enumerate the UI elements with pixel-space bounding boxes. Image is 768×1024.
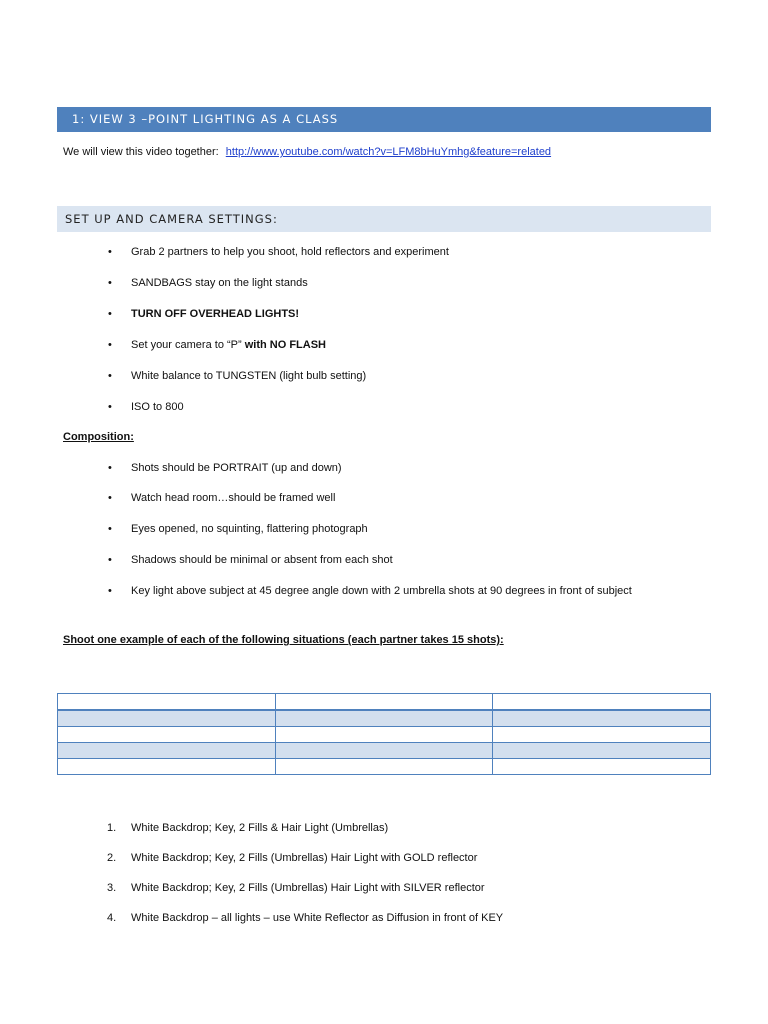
- table-cell: [58, 743, 276, 759]
- table-cell: [275, 743, 493, 759]
- table-cell: [493, 727, 711, 743]
- setup-item-iso: ISO to 800: [131, 401, 184, 413]
- table-row: [58, 710, 711, 727]
- no-flash-text: with NO FLASH: [244, 339, 326, 351]
- video-intro-text: We will view this video together:: [63, 146, 219, 158]
- table-cell: [58, 759, 276, 775]
- situation-number: 4.: [107, 912, 117, 924]
- section-heading-setup: SET UP AND CAMERA SETTINGS:: [57, 206, 711, 232]
- table-cell: [275, 759, 493, 775]
- table-cell: [493, 759, 711, 775]
- setup-item-white-balance: White balance to TUNGSTEN (light bulb setting): [131, 370, 367, 382]
- setup-item-sandbags: SANDBAGS stay on the light stands: [131, 277, 308, 289]
- table-cell: [493, 694, 711, 711]
- bullet-icon: •: [108, 308, 112, 320]
- bullet-icon: •: [108, 277, 112, 289]
- composition-item-head-room: Watch head room…should be framed well: [131, 492, 336, 504]
- table-cell: [275, 710, 493, 727]
- setup-item-partners: Grab 2 partners to help you shoot, hold reflectors and experiment: [131, 246, 449, 258]
- situation-number: 2.: [107, 852, 117, 864]
- setup-item-camera-mode: [131, 339, 326, 351]
- table-cell: [58, 694, 276, 711]
- bullet-icon: •: [108, 462, 112, 474]
- video-link[interactable]: http://www.youtube.com/watch?v=LFM8bHuYmhg&feature=related: [225, 146, 552, 158]
- table-row: [58, 694, 711, 711]
- situation-text: White Backdrop – all lights – use White Reflector as Diffusion in front of KEY: [131, 912, 504, 924]
- table-row: [58, 727, 711, 743]
- situation-text: White Backdrop; Key, 2 Fills (Umbrellas) Hair Light with SILVER reflector: [131, 882, 485, 894]
- bullet-icon: •: [108, 246, 112, 258]
- table-row: [58, 759, 711, 775]
- table-cell: [58, 710, 276, 727]
- situation-number: 3.: [107, 882, 117, 894]
- video-intro-line: [63, 146, 551, 158]
- bullet-icon: •: [108, 554, 112, 566]
- empty-table: [57, 693, 711, 775]
- bullet-icon: •: [108, 401, 112, 413]
- composition-item-key-light: Key light above subject at 45 degree angle down with 2 umbrella shots at 90 degrees in front of subject: [131, 585, 632, 597]
- situation-number: 1.: [107, 822, 117, 834]
- section-heading-view-lighting: 1: VIEW 3 –POINT LIGHTING AS A CLASS: [57, 107, 711, 132]
- composition-item-shadows: Shadows should be minimal or absent from each shot: [131, 554, 393, 566]
- setup-item-overhead-lights: TURN OFF OVERHEAD LIGHTS!: [131, 308, 300, 320]
- table-cell: [275, 694, 493, 711]
- composition-heading: Composition:: [63, 431, 134, 443]
- bullet-icon: •: [108, 523, 112, 535]
- table-cell: [493, 743, 711, 759]
- bullet-icon: •: [108, 339, 112, 351]
- shoot-heading: Shoot one example of each of the following situations (each partner takes 15 shots):: [63, 634, 504, 646]
- camera-mode-text: Set your camera to “P”: [131, 339, 245, 351]
- bullet-icon: •: [108, 585, 112, 597]
- table-row: [58, 743, 711, 759]
- situation-text: White Backdrop; Key, 2 Fills (Umbrellas) Hair Light with GOLD reflector: [131, 852, 478, 864]
- table-cell: [493, 710, 711, 727]
- table-cell: [275, 727, 493, 743]
- situation-text: White Backdrop; Key, 2 Fills & Hair Light (Umbrellas): [131, 822, 389, 834]
- table-cell: [58, 727, 276, 743]
- composition-item-eyes: Eyes opened, no squinting, flattering photograph: [131, 523, 368, 535]
- composition-item-portrait: Shots should be PORTRAIT (up and down): [131, 462, 342, 474]
- bullet-icon: •: [108, 492, 112, 504]
- bullet-icon: •: [108, 370, 112, 382]
